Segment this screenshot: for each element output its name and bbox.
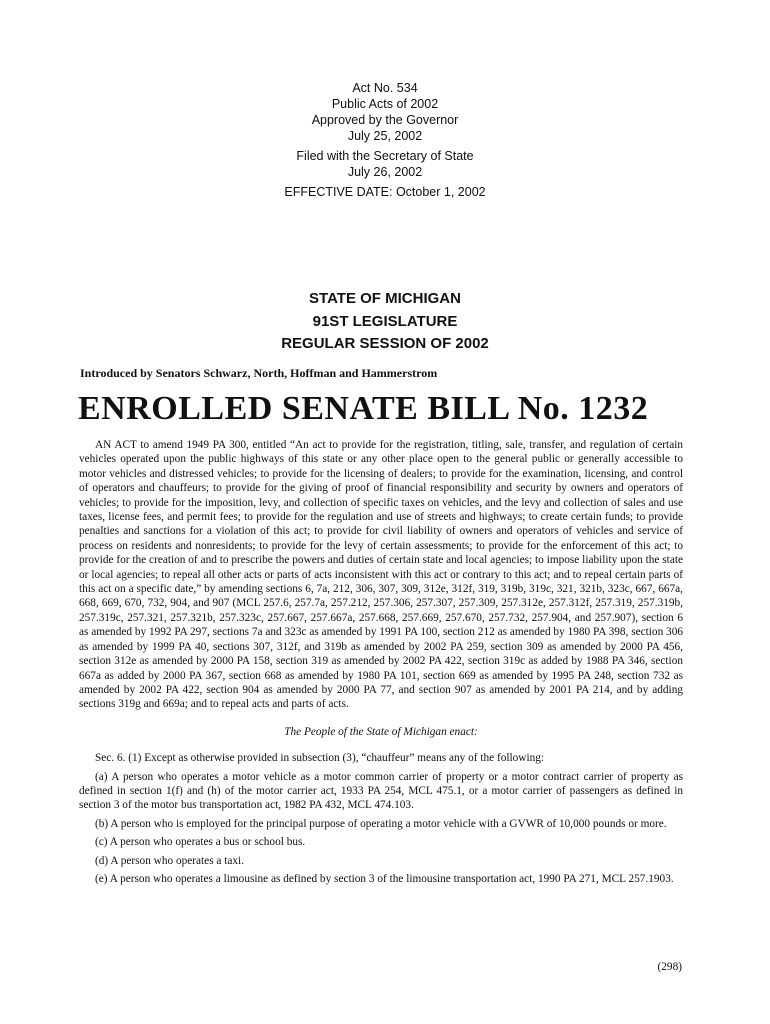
state-name: STATE OF MICHIGAN [309, 290, 461, 307]
state-heading [0, 288, 770, 356]
section-paragraph: (c) A person who operates a bus or school bus. [95, 836, 306, 849]
session: REGULAR SESSION OF 2002 [281, 335, 489, 352]
public-acts-year: Public Acts of 2002 [331, 97, 439, 111]
effective-date: EFFECTIVE DATE: October 1, 2002 [284, 185, 486, 199]
section-paragraph: (a) A person who operates a motor vehicle as a motor common carrier of property or a motor contract carrier of property as defined in section 1(f) and (h) of the motor carrier act, 1933 PA 254, MCL 475.1, or a motor carrier of passengers as defined in section 3 of the motor bus transportation act, 1982 PA 432, MCL 474.103. [79, 770, 683, 812]
enacting-clause: The People of the State of Michigan enact: [284, 725, 478, 738]
filed-date: July 26, 2002 [347, 165, 423, 179]
introduced-by: Introduced by Senators Schwarz, North, Hoffman and Hammerstrom [80, 366, 438, 380]
bill-title: ENROLLED SENATE BILL No. 1232 [78, 390, 649, 427]
section-paragraph: (b) A person who is employed for the principal purpose of operating a motor vehicle with a GVWR of 10,000 pounds or more. [95, 817, 667, 830]
filed-with: Filed with the Secretary of State [296, 149, 474, 163]
section-paragraph: Sec. 6. (1) Except as otherwise provided in subsection (3), “chauffeur” means any of the following: [95, 752, 545, 765]
section-paragraph: (d) A person who operates a taxi. [95, 854, 245, 867]
act-title-paragraph: AN ACT to amend 1949 PA 300, entitled “An act to provide for the registration, titling, sale, transfer, and regulation of certain vehicles operated upon the public highways of this state or any other place open to the general public or generally accessible to motor vehicles and distressed vehicles; to provide for the licensing of dealers; to provide for the examination, licensing, and control of operators and chauffeurs; to provide for the giving of proof of financial responsibility and security by owners and operators of vehicles; to provide for the imposition, levy, and collection of specific taxes on vehicles, and the levy and collection of sales and use taxes, license fees, and permit fees; to provide for the regulation and use of streets and highways; to create certain funds; to provide penalties and sanctions for a violation of this act; to provide for civil liability of owners and operators of vehicles and service of process on residents and nonresidents; to provide for the levy of certain assessments; to provide for the enforcement of this act; to provide for the creation of and to prescribe the powers and duties of certain state and local agencies; to impose liability upon the state or local agencies; to repeal all other acts or parts of acts inconsistent with this act or contrary to this act; and to repeal certain parts of this act on a specific date,” by amending sections 6, 7a, 212, 306, 307, 309, 312e, 312f, 319, 319b, 319c, 321, 321b, 323c, 667, 667a, 668, 669, 670, 732, 904, and 907 (MCL 257.6, 257.7a, 257.212, 257.306, 257.307, 257.309, 257.312e, 257.312f, 257.319, 257.319b, 257.319c, 257.321, 257.321b, 257.323c, 257.667, 257.667a, 257.668, 257.669, 257.670, 257.732, 257.904, and 257.907), section 6 as amended by 1992 PA 297, sections 7a and 323c as amended by 1991 PA 100, section 212 as amended by 1980 PA 398, section 306 as amended by 1999 PA 40, sections 307, 312f, and 319b as amended by 2002 PA 259, section 309 as amended by 2000 PA 456, section 312e as amended by 2000 PA 158, section 319 as amended by 2002 PA 422, section 319c as added by 1988 PA 346, section 667a as added by 2000 PA 367, section 668 as amended by 1980 PA 101, section 669 as amended by 1995 PA 248, section 732 as amended by 2002 PA 422, section 904 as amended by 2000 PA 77, and section 907 as amended by 2001 PA 214, and by adding sections 319g and 669a; and to repeal acts and parts of acts. [79, 439, 683, 711]
bill-body [79, 438, 683, 890]
act-header [0, 80, 770, 200]
approved-by: Approved by the Governor [311, 113, 459, 127]
act-number: Act No. 534 [352, 81, 418, 95]
legislature: 91ST LEGISLATURE [312, 312, 458, 330]
section-paragraph: (e) A person who operates a limousine as defined by section 3 of the limousine transportation act, 1990 PA 271, MCL 257.1903. [95, 872, 674, 885]
page-number: (298) [657, 961, 682, 973]
approved-date: July 25, 2002 [347, 129, 423, 143]
